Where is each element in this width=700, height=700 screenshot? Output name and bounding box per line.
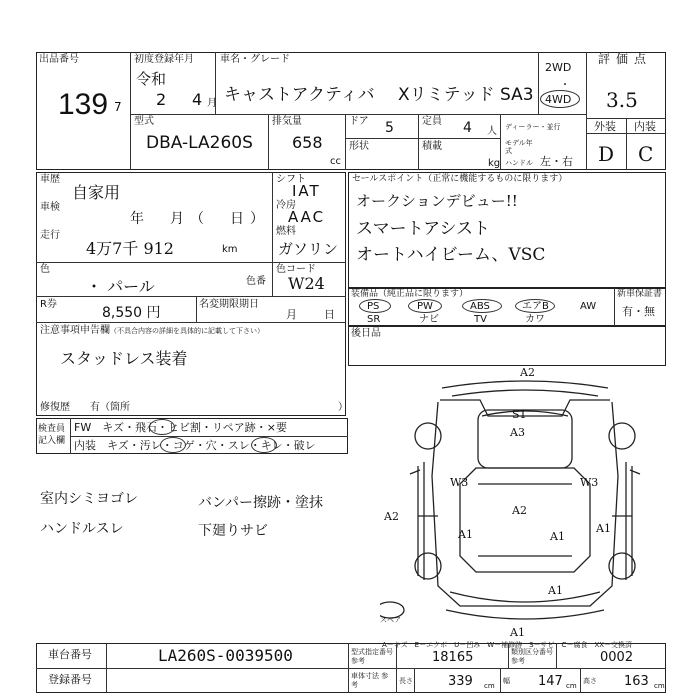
equip-tv: TV [474, 314, 487, 325]
spare-label: スペア [380, 616, 401, 624]
handle-label: ハンドル [505, 159, 533, 167]
capacity-unit: 人 [487, 126, 497, 137]
width-value: 147 [538, 674, 563, 689]
color-code-value: W24 [288, 274, 325, 293]
mark-lower-right: A1 [550, 530, 565, 543]
note-right-1: バンパー擦跡・塗抹 [198, 495, 324, 511]
car-damage-diagram [380, 366, 670, 636]
lot-suffix: 7 [114, 100, 122, 114]
notes-value: スタッドレス装着 [60, 349, 188, 368]
drive-4wd: 4WD [545, 93, 572, 106]
km-unit: km [222, 244, 238, 255]
shift-label: シフト [276, 174, 306, 185]
color-value: ・ パール [86, 277, 155, 296]
height-unit: cm [654, 682, 665, 690]
mark-center: A2 [512, 504, 527, 517]
eval-score: 3.5 [606, 88, 638, 112]
mark-side-right: A1 [596, 522, 611, 535]
mileage-label: 走行 [40, 230, 60, 241]
handle-value: 左・右 [540, 155, 573, 168]
reg-month: 4 [192, 90, 203, 109]
exterior-grade: D [598, 142, 615, 166]
height-label: 高さ [583, 677, 597, 685]
chassis-value: LA260S-0039500 [158, 646, 293, 665]
exterior-label: 外装 [594, 120, 616, 133]
era: 令和 [136, 70, 167, 88]
length-label: 長さ [399, 677, 413, 685]
sales-line-2: スマートアシスト [356, 219, 490, 239]
repair-label: 修復歴 [40, 402, 70, 413]
model-year-label: モデル年式 [505, 139, 533, 155]
rear-label: 後日品 [351, 328, 381, 339]
rear-frame [348, 326, 666, 366]
recycle-date-value: 月 日 [286, 308, 343, 321]
circle-mark-rub [251, 437, 277, 453]
note-left-1: 室内シミヨゴレ [40, 491, 138, 507]
circle-mark-stain [160, 437, 186, 453]
height-value: 163 [624, 674, 649, 689]
width-label: 幅 [503, 677, 510, 685]
ac-value: AAC [288, 208, 326, 226]
inspector-label: 検査員 記入欄 [38, 424, 66, 446]
doors-label: ドア [349, 116, 369, 127]
warranty-value: 有・無 [622, 305, 655, 318]
mark-front-top: A2 [520, 366, 535, 379]
fuel-value: ガソリン [278, 240, 339, 258]
notes-sub: （不具合内容の詳細を具体的に記載して下さい） [110, 327, 264, 335]
mark-rear: A1 [548, 584, 563, 597]
color-no-label: 色番 [246, 276, 266, 287]
kg-unit: kg [488, 158, 501, 169]
equip-pw: PW [417, 301, 433, 312]
mark-roof-1: S1 [512, 408, 527, 421]
car-name-label: 車名・グレード [220, 54, 290, 65]
dims-label: 車体寸法 参考 [351, 672, 389, 689]
recycle-label: R券 [40, 299, 57, 310]
type-cert-label: 型式指定番号 参考 [351, 648, 393, 665]
capacity: 4 [463, 120, 472, 136]
length-unit: cm [484, 682, 495, 690]
first-reg-label: 初度登録年月 [134, 54, 194, 65]
mark-lower-left: A1 [458, 528, 473, 541]
mark-bumper-rear: A1 [510, 626, 525, 639]
inspection-label: 車検 [40, 202, 60, 213]
class-label: 類別区分番号 参考 [511, 648, 553, 665]
equip-abs: ABS [470, 301, 490, 312]
eval-label: 評価点 [598, 52, 653, 66]
sales-line-1: オークションデビュー!! [356, 192, 518, 210]
width-unit: cm [566, 682, 577, 690]
color-label: 色 [40, 264, 50, 275]
history-value: 自家用 [72, 183, 121, 202]
note-left-2: ハンドルスレ [40, 521, 124, 537]
sales-label: セールスポイント（正常に機能するものに限ります） [352, 174, 568, 184]
drive-2wd: 2WD [545, 61, 572, 74]
displacement: 658 [292, 133, 323, 152]
capacity-label: 定員 [422, 116, 442, 127]
lot-number: 139 [58, 88, 109, 121]
reg-year: 2 [156, 90, 167, 109]
check-row-interior: 内装 キズ・汚レ・コゲ・穴・スレ・キレ・破レ [74, 439, 316, 452]
lot-label: 出品番号 [39, 54, 79, 65]
month-unit: 月 [207, 98, 217, 109]
mileage-value: 4万7千 912 [86, 239, 174, 258]
dealer-label: ディーラー・並行 [505, 123, 561, 131]
model-label: 型式 [134, 116, 154, 127]
recycle-date-label: 名変期限期日 [199, 299, 259, 310]
repair-value: 有（箇所 [90, 402, 130, 413]
sales-line-3: オートハイビーム、VSC [356, 245, 546, 265]
mark-roof-2: A3 [510, 426, 525, 439]
legend: A－キズ E－エクボ U－凹み W－補修跡 S－サビ C－腐食 XX－交換済 [382, 641, 633, 649]
shift-value: IAT [292, 182, 321, 200]
note-right-2: 下廻りサビ [198, 523, 268, 539]
type-cert-value: 18165 [432, 650, 474, 665]
inspection-value: 年 月（ 日） [130, 211, 270, 227]
check-row-exterior: FW キズ・飛石・ヒビ割・リペア跡・×要 [74, 421, 287, 434]
chassis-label: 車台番号 [48, 648, 92, 661]
notes-label: 注意事項申告欄 [40, 325, 110, 336]
equip-label: 装備品（純正品に限ります） [351, 289, 469, 299]
displacement-label: 排気量 [272, 116, 302, 127]
mark-right-door: W3 [580, 476, 599, 489]
reg-label: 登録番号 [48, 673, 92, 686]
color-code-label: 色コード [276, 264, 316, 275]
equip-airbag: エアB [522, 301, 549, 312]
grade: Xリミテッド SA3 [398, 85, 534, 105]
doors: 5 [385, 120, 394, 136]
shape-label: 形状 [349, 141, 369, 152]
warranty-label: 新車保証書 [617, 289, 663, 299]
repair-close: ） [338, 402, 348, 413]
mark-left-door: W3 [450, 476, 469, 489]
class-value: 0002 [600, 650, 634, 665]
length-value: 339 [448, 674, 473, 689]
fuel-label: 燃料 [276, 226, 296, 237]
load-label: 積載 [422, 141, 442, 152]
equip-leather: カワ [525, 314, 545, 325]
ac-label: 冷房 [276, 200, 296, 211]
recycle-value: 8,550 円 [102, 305, 161, 321]
history-label: 車歴 [40, 174, 60, 185]
drive-dot: ・ [560, 80, 570, 91]
interior-label: 内装 [634, 120, 656, 133]
interior-grade: C [638, 142, 654, 166]
car-name: キャストアクティバ [224, 85, 375, 105]
circle-mark-stone [149, 419, 175, 435]
equip-navi: ナビ [419, 314, 439, 325]
equip-ps: PS [367, 301, 380, 312]
model: DBA-LA260S [146, 133, 253, 153]
equip-sr: SR [367, 314, 381, 325]
equip-aw: AW [580, 301, 597, 312]
cc-unit: cc [330, 156, 341, 167]
mark-side-left: A2 [384, 510, 399, 523]
